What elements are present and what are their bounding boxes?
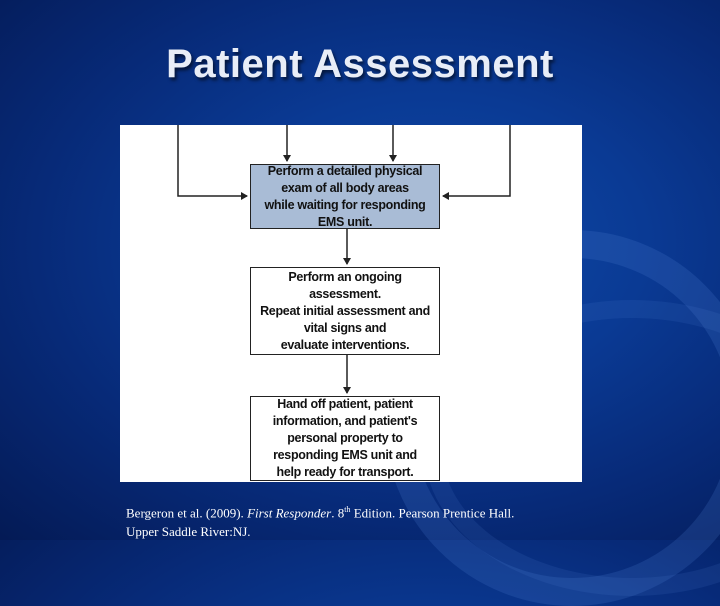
- step-detailed-exam-line2: while waiting for responding EMS unit.: [264, 197, 426, 229]
- step-hand-off-line3: help ready for transport.: [276, 465, 414, 479]
- step-hand-off-line1: Hand off patient, patient information, and patient's: [272, 397, 418, 428]
- citation-location: Upper Saddle River:NJ.: [126, 524, 251, 540]
- right-loop-connector: [443, 125, 510, 196]
- step-hand-off-line2: personal property to responding EMS unit and: [273, 431, 417, 462]
- step-ongoing-assessment-box: [250, 267, 440, 355]
- citation-publisher: Edition. Pearson Prentice Hall.: [350, 505, 515, 521]
- step-detailed-exam-line1: Perform a detailed physical exam of all body areas: [267, 163, 423, 195]
- step-detailed-exam-box: [250, 164, 440, 229]
- step-ongoing-assessment-line3: evaluate interventions.: [280, 337, 410, 352]
- step-ongoing-assessment-line2: Repeat initial assessment and vital signs and: [260, 303, 430, 335]
- citation-edition-suffix: th: [344, 505, 351, 514]
- citation-authors: Bergeron et al. (2009).: [126, 505, 248, 521]
- step-ongoing-assessment-line1: Perform an ongoing assessment.: [288, 269, 402, 301]
- slide-title: Patient Assessment: [166, 42, 554, 86]
- left-loop-connector: [178, 125, 247, 196]
- citation-edition-prefix: . 8: [331, 505, 345, 521]
- citation-book-title: First Responder: [247, 505, 332, 521]
- flowchart-figure: [120, 125, 582, 482]
- step-hand-off-box: [250, 396, 440, 481]
- citation: [126, 500, 666, 541]
